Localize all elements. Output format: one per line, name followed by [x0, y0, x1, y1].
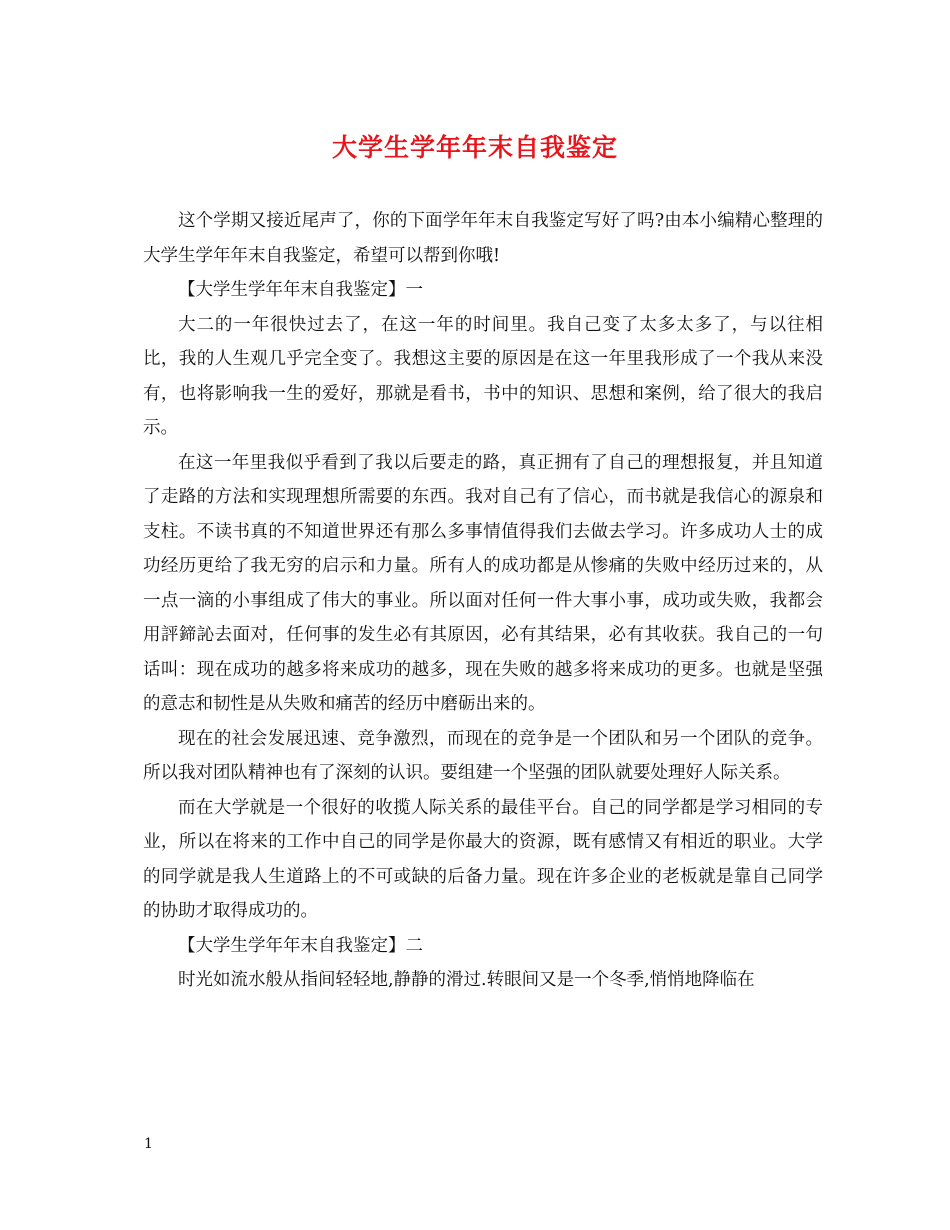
body-paragraph: 大二的一年很快过去了，在这一年的时间里。我自己变了太多太多了，与以往相比，我的人生观几乎完全变了。我想这主要的原因是在这一年里我形成了一个我从来没有，也将影响我一生的爱好，那就是看书，书中的知识、思想和案例，给了很大的我启示。: [143, 314, 823, 438]
section-heading-two: 【大学生学年年末自我鉴定】二: [178, 935, 423, 956]
document-body: [143, 204, 823, 998]
page-number: 1: [144, 1136, 153, 1152]
body-paragraph: 而在大学就是一个很好的收揽人际关系的最佳平台。自己的同学都是学习相同的专业，所以在将来的工作中自己的同学是你最大的资源，既有感情又有相近的职业。大学的同学就是我人生道路上的不可或缺的后备力量。现在许多企业的老板就是靠自己同学的协助才取得成功的。: [143, 797, 823, 921]
body-paragraph: 在这一年里我似乎看到了我以后要走的路，真正拥有了自己的理想报复，并且知道了走路的方法和实现理想所需要的东西。我对自己有了信心，而书就是我信心的源泉和支柱。不读书真的不知道世界还有那么多事情值得我们去做去学习。许多成功人士的成功经历更给了我无穷的启示和力量。所有人的成功都是从惨痛的失败中经历过来的，从一点一滴的小事组成了伟大的事业。所以面对任何一件大事小事，成功或失败，我都会用評鍗訫去面对，任何事的发生必有其原因，必有其结果，必有其收获。我自己的一句话叫：现在成功的越多将来成功的越多，现在失败的越多将来成功的更多。也就是坚强的意志和韧性是从失败和痛苦的经历中磨砺出来的。: [143, 452, 823, 714]
section-heading-one: 【大学生学年年末自我鉴定】一: [178, 280, 423, 300]
body-paragraph: 现在的社会发展迅速、竞争激烈，而现在的竞争是一个团队和另一个团队的竞争。所以我对团队精神也有了深刻的认识。要组建一个坚强的团队就要处理好人际关系。: [143, 728, 823, 783]
body-paragraph: 时光如流水般从指间轻轻地,静静的滑过.转眼间又是一个冬季,悄悄地降临在: [178, 970, 755, 990]
intro-paragraph: 这个学期又接近尾声了，你的下面学年年末自我鉴定写好了吗?由本小编精心整理的大学生学年年末自我鉴定，希望可以帮到你哦!: [143, 211, 823, 266]
document-title: 大学生学年年末自我鉴定: [331, 133, 618, 162]
